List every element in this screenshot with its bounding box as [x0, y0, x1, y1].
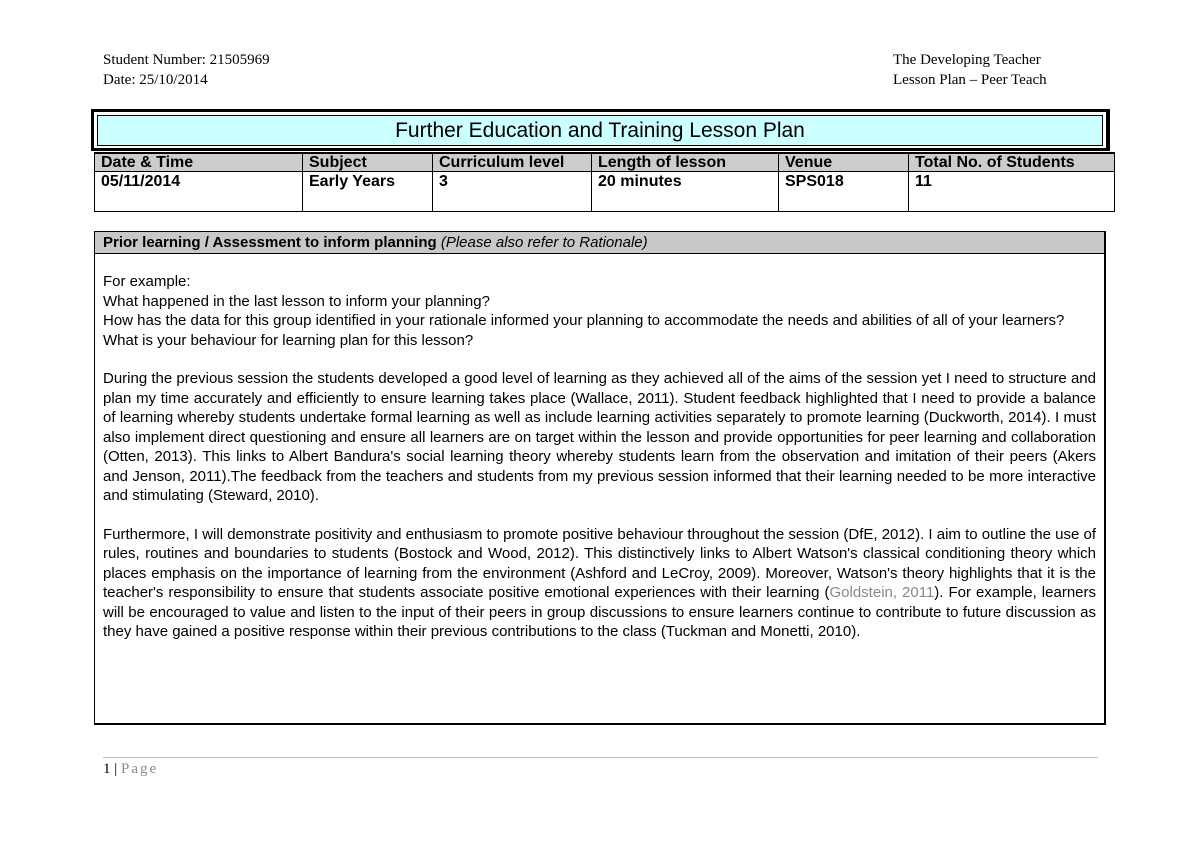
prompt-line: What is your behaviour for learning plan for this lesson?: [103, 331, 474, 349]
header-total-students: Total No. of Students: [909, 153, 1115, 172]
header-curriculum-level: Curriculum level: [433, 153, 592, 172]
prior-learning-section: [94, 231, 1106, 725]
page-title: Further Education and Training Lesson Plan: [97, 115, 1103, 146]
prompt-line: For example:: [103, 273, 191, 290]
header-right: [893, 50, 1047, 90]
header-length-of-lesson: Length of lesson: [592, 153, 779, 172]
page-separator: |: [114, 761, 118, 777]
lesson-info-table: [94, 152, 1115, 212]
prior-learning-heading-bold: Prior learning / Assessment to inform planning: [103, 234, 437, 251]
page-number: 1: [103, 761, 111, 777]
title-box: [91, 109, 1110, 151]
header-left: [103, 50, 270, 90]
prior-learning-body: [95, 254, 1104, 642]
value-curriculum-level: 3: [433, 172, 592, 212]
header-subject: Subject: [303, 153, 433, 172]
document-type: Lesson Plan – Peer Teach: [893, 72, 1047, 88]
course-name: The Developing Teacher: [893, 52, 1041, 68]
citation-goldstein: Goldstein, 2011: [829, 584, 935, 601]
prompt-line: What happened in the last lesson to inform your planning?: [103, 292, 490, 310]
paragraph-behaviour-text-1: Furthermore, I will demonstrate positivity and enthusiasm to promote positive behaviour throughout the session (DfE, 2012). I aim to outline the use of rules, routines and boundaries to students (Bostock and Wood, 2012). This distinctively links to Albert Watson's classical conditioning theory which places emphasis on the importance of learning from the environment (Ashford and LeCroy, 2009). Moreover, Watson's theory highlights that it is the teacher's responsibility to ensure that students associate positive emotional experiences with their learning (: [103, 525, 1097, 601]
page-footer: [103, 761, 158, 778]
header-date: Date: 25/10/2014: [103, 72, 208, 88]
page-label: Page: [121, 761, 159, 777]
paragraph-behaviour-plan: [103, 525, 1096, 642]
value-length-of-lesson: 20 minutes: [592, 172, 779, 212]
info-header-row: [95, 153, 1115, 172]
info-value-row: [95, 172, 1115, 212]
value-venue: SPS018: [779, 172, 909, 212]
prior-learning-heading: [95, 232, 1104, 254]
student-number: Student Number: 21505969: [103, 52, 270, 68]
header-date-time: Date & Time: [95, 153, 303, 172]
value-total-students: 11: [909, 172, 1115, 212]
footer-divider: [103, 757, 1098, 758]
prior-learning-heading-italic: (Please also refer to Rationale): [440, 234, 648, 251]
prompt-line: How has the data for this group identified in your rationale informed your planning to accommodate the needs and abilities of all of your learners?: [103, 312, 1065, 329]
header-venue: Venue: [779, 153, 909, 172]
value-subject: Early Years: [303, 172, 433, 212]
value-date-time: 05/11/2014: [95, 172, 303, 212]
paragraph-previous-session: During the previous session the students developed a good level of learning as they achieved all of the aims of the session yet I need to structure and plan my time accurately and efficiently to ensure learning takes place (Wallace, 2011). Student feedback highlighted that I need to provide a balance of learning whereby students undertake formal learning as well as include learning activities separately to promote learning (Duckworth, 2014). I must also implement direct questioning and ensure all learners are on target within the lesson and provide opportunities for peer learning and collaboration (Otten, 2013). This links to Albert Bandura's social learning theory whereby students learn from the observation and imitation of their peers (Akers and Jenson, 2011).The feedback from the teachers and students from my previous session informed that their learning needed to be more interactive and stimulating (Steward, 2010).: [103, 370, 1096, 504]
paragraph-behaviour-text-2: ). For example, learners will be encouraged to value and listen to the input of their peers in group discussions to ensure learners continue to contribute to future discussion as they have gained a positive response within their previous contributions to the class (Tuckman and Monetti, 2010).: [103, 584, 1096, 640]
